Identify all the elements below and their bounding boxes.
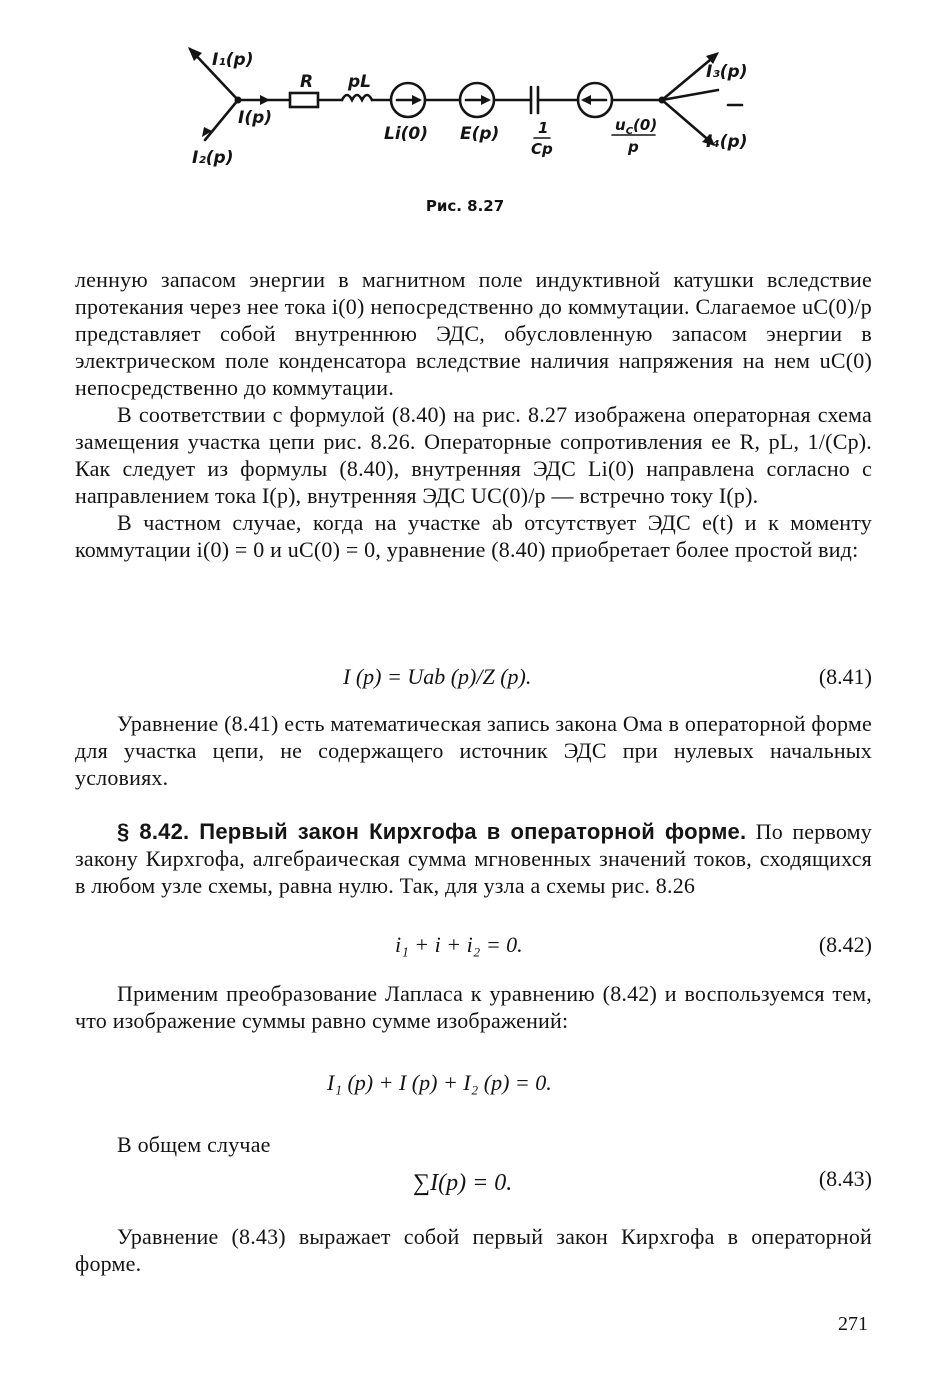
text-block-3 (75, 818, 872, 899)
arrow-i-icon (260, 95, 270, 105)
paragraph-8: Уравнение (8.43) выражает собой первый закон Кирхгофа в операторной форме. (75, 1224, 872, 1276)
label-pl: pL (348, 72, 372, 92)
label-i3: I₃(p) (706, 62, 748, 82)
equation-8-42 (75, 932, 872, 964)
equation-number: (8.41) (818, 664, 872, 689)
label-i: I(p) (238, 108, 273, 128)
inductor-symbol (342, 95, 372, 100)
arrow-left-icon (581, 95, 591, 105)
equation-number: (8.43) (818, 1166, 872, 1191)
text-block-6 (75, 1223, 872, 1277)
label-i4: I₄(p) (706, 132, 748, 152)
page-number: 271 (838, 1313, 868, 1335)
equation-8-43 (75, 1166, 872, 1202)
paragraph-4: Уравнение (8.41) есть математическая запись закона Ома в операторной форме для участка цепи, не содержащего источник ЭДС при нулевых начальных условиях. (75, 711, 873, 790)
paragraph-7: В общем случае (117, 1132, 271, 1157)
section-heading: § 8.42. Первый закон Кирхгофа в операторной форме. (117, 819, 747, 844)
label-ep: E(p) (460, 124, 500, 144)
label-li0: Li(0) (384, 124, 429, 144)
node-dot (235, 97, 242, 104)
equation-laplace (75, 1070, 872, 1102)
branch-i4-line (662, 100, 712, 143)
text-block-2 (75, 710, 872, 791)
label-r: R (300, 72, 314, 92)
equation-formula: I (p) = Uab (p)/Z (p). (343, 664, 532, 689)
circuit-svg (150, 35, 790, 175)
text-block-5 (75, 1131, 872, 1158)
label-i1: I₁(p) (212, 50, 254, 70)
resistor-symbol (290, 93, 318, 107)
equation-8-41 (75, 664, 872, 696)
paragraph-3: В частном случае, когда на участке ab отсутствует ЭДС e(t) и к моменту коммутации i(0) = 0 и uC(0) = 0, уравнение (8.40) приобретает более простой вид: (75, 510, 872, 562)
text-block-4 (75, 980, 872, 1034)
equation-formula: ∑I(p) = 0. (413, 1170, 513, 1196)
circuit-diagram (150, 35, 790, 175)
label-uc-num: $u_C(0)$ (615, 116, 658, 137)
paragraph-2: В соответствии с формулой (8.40) на рис. 8.27 изображена операторная схема замещения участка цепи рис. 8.26. Операторные сопротивления ее R, pL, 1/(Cp). Как следует из формулы (8.40), внутренняя ЭДС Li(0) направлена согласно с направлением тока I(p), внутренняя ЭДС UC(0)/p — встречно току I(p). (75, 402, 872, 508)
equation-formula: i₁ + i + i₂ = 0. (395, 932, 523, 957)
branch-i2-line (205, 100, 238, 140)
paragraph-5-text: По первому закону Кирхгофа, алгебраическая сумма мгновенных значений токов, сходящихся в любом узле схемы, равна нулю. Так, для узла a схемы рис. 8.26 (75, 819, 872, 898)
label-i2: I₂(p) (192, 148, 234, 168)
equation-formula: I₁ (p) + I (p) + I₂ (p) = 0. (327, 1070, 552, 1095)
label-cap-num: 1 (538, 119, 549, 137)
paragraph-5 (75, 818, 872, 899)
arrow-right-icon (481, 95, 491, 105)
figure-caption: Рис. 8.27 (425, 197, 505, 215)
paragraph-1: ленную запасом энергии в магнитном поле индуктивной катушки вследствие протекания через нее тока i(0) непосредственно до коммутации. Слагаемое uC(0)/p представляет собой внутреннюю ЭДС, обусловленную запасом энергии в электрическом поле конденсатора вследствие наличия напряжения на нем uC(0) непосредственно до коммутации. (75, 267, 872, 400)
node-dot (659, 97, 666, 104)
text-block-1 (75, 266, 872, 563)
label-cap-den: Cp (531, 140, 553, 158)
arrow-right-icon (412, 95, 422, 105)
paragraph-6: Применим преобразование Лапласа к уравнению (8.42) и воспользуемся тем, что изображение суммы равно сумме изображений: (75, 981, 872, 1033)
label-uc-den: p (628, 138, 639, 156)
equation-number: (8.42) (818, 932, 872, 957)
